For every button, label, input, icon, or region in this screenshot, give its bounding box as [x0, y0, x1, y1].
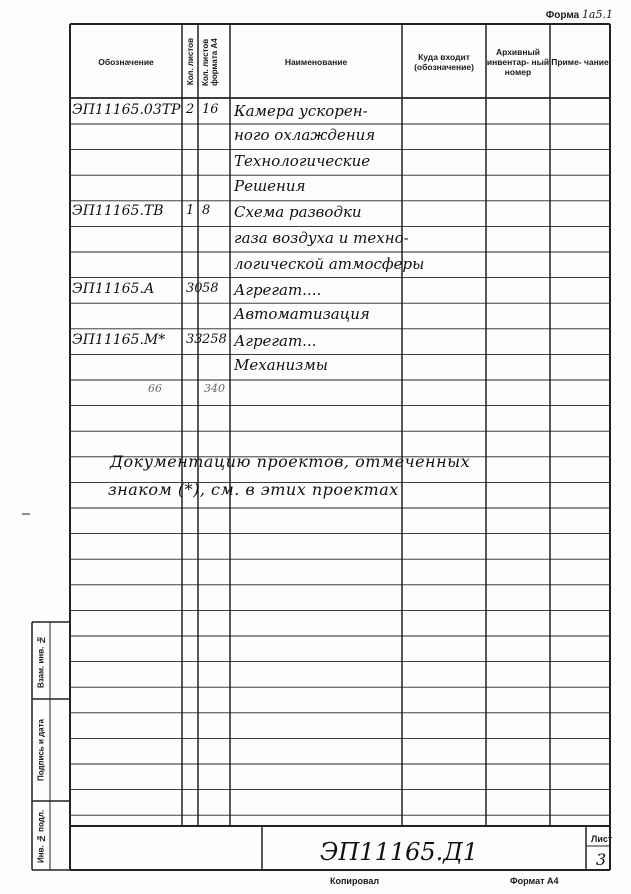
cell-name: газа воздуха и техно-: [234, 229, 409, 247]
header-archive: Архивный инвентар- ный номер: [486, 47, 550, 77]
cell-sheets: 33: [186, 332, 203, 347]
cell-name: логической атмосферы: [234, 255, 425, 273]
form-number-value: 1a5.1: [581, 8, 613, 21]
cell-a4: 258: [202, 332, 227, 347]
cell-designation: ЭП11165.А: [72, 281, 155, 297]
header-name: Наименование: [284, 57, 348, 67]
side-label-vzam: Взам. инв. №: [36, 635, 46, 689]
cell-name: Агрегат...: [234, 332, 317, 350]
cell-designation: 66: [148, 382, 162, 395]
cell-a4: 8: [202, 203, 211, 218]
doc-code: ЭП11165.Д1: [320, 838, 479, 866]
cell-a4: 340: [204, 382, 225, 395]
footer-copied: Копировал: [330, 876, 380, 886]
form-label: Форма: [545, 10, 580, 21]
cell-name: Решения: [234, 177, 306, 195]
cell-designation: ЭП11165.ТВ: [72, 203, 164, 219]
footer-format: Формат А4: [510, 876, 559, 886]
cell-designation: ЭП11165.М*: [72, 332, 166, 348]
cell-name: Камера ускорен-: [234, 102, 368, 120]
cell-designation: ЭП11165.03ТР: [72, 102, 181, 118]
header-where-used: Куда входит (обозначение): [414, 52, 474, 72]
cell-name: Механизмы: [234, 356, 329, 374]
form-number: [546, 8, 613, 21]
sheet-number: 3: [596, 850, 607, 869]
header-designation: Обозначение: [98, 57, 154, 67]
sheet-label: Лист: [591, 834, 613, 844]
cell-name: Автоматизация: [234, 305, 370, 323]
side-label-podpis: Подпись и дата: [36, 719, 46, 781]
cell-name: Схема разводки: [234, 203, 362, 221]
side-label-inv: Инв. № подл.: [36, 809, 46, 863]
note-line-1: Документацию проектов, отмеченных: [110, 452, 471, 471]
cell-name: Технологические: [234, 152, 371, 170]
cell-sheets: 30: [186, 281, 203, 296]
header-sheet-count: Кол. листов: [185, 38, 195, 86]
cell-sheets: 1: [186, 203, 195, 218]
header-note: Приме- чание: [551, 57, 609, 67]
note-line-2: знаком (*), см. в этих проектах: [108, 480, 399, 499]
header-a4-count: Кол. листов формата А4: [201, 38, 219, 86]
cell-name: Агрегат....: [234, 281, 322, 299]
cell-name: ного охлаждения: [234, 126, 376, 144]
cell-a4: 16: [202, 102, 219, 117]
cell-a4: 58: [202, 281, 219, 296]
cell-sheets: 2: [186, 102, 195, 117]
